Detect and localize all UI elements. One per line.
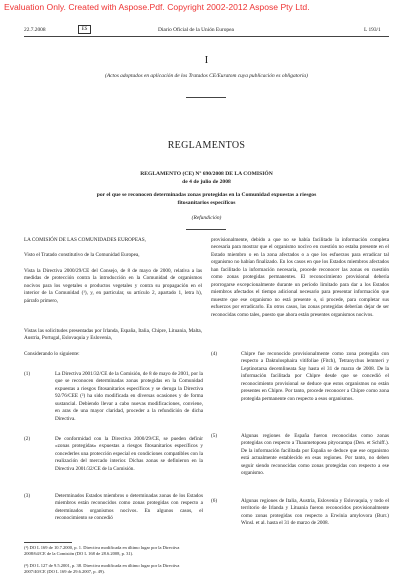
recital-number: (3) [24, 493, 31, 499]
visto-directive: Vista la Directiva 2000/29/CE del Consejo, de 8 de mayo de 2000, relativa a las medidas de protección contra la introducción en la Comunidad de organismos nocivos para los vegetales o productos vegetales y contra su propagación en el interior de la Comunidad (¹), y, en particular, su artículo 2, apartado 1, letra h), párrafo primero, [24, 268, 202, 304]
recital-number: (6) [211, 498, 218, 504]
refundicion-note: (Refundición) [191, 215, 222, 221]
page-reference: L 193/1 [364, 27, 381, 33]
journal-title: Diario Oficial de la Unión Europea [158, 27, 234, 33]
recital-number: (5) [211, 433, 218, 439]
regulation-title-line-2: fitosanitarios específicos [177, 199, 236, 206]
regulation-title [24, 192, 389, 207]
section-title: REGLAMENTOS [167, 140, 246, 151]
recital-continuation: provisionalmente, debido a que no se había facilitado la información completa necesaria para mostrar que el organismo nocivo en cuestión no estaba presente en el Estado miembro o en la zona afectados o a que los esfuerzos para erradicar tal organismo no habían finalizado. En los casos en que los Estados miembros afectados han facilitado la información necesaria, procede reconocer las zonas en cuestión como zonas protegidas permanentes. El reconocimiento provisional debería prorrogarse excepcionalmente durante un período limitado para dar a los Estados miembros afectados el tiempo adicional necesario para presentar información que muestre que ese organismo no está presente o, si procede, para completar sus esfuerzos por erradicarlo. En otros casos, las zonas protegidas deberían dejar de ser reconocidas como tales, puesto que ahora están presentes organismos nocivos. [211, 237, 389, 318]
recital-text: Chipre fue reconocido provisionalmente como zona protegida con respecto a Daktulosphaira vitifoliae (Fitch), Tetranychus lemmeri y Leptinotarsa decemlineata Say hasta el 31 de marzo de 2008. De la información facilitada por Chipre desde que se concedió el reconocimiento provisional se deduce que estos organismos no están presentes en Chipre. Por tanto, procede reconocer a Chipre como zona protegida permanente con respecto a esos organismos. [241, 351, 389, 402]
header-date: 22.7.2008 [24, 27, 46, 33]
recital-number: (2) [24, 436, 31, 442]
commission-heading: LA COMISIÓN DE LAS COMUNIDADES EUROPEAS, [24, 237, 146, 243]
acts-note: (Actos adoptados en aplicación de los Tratados CE/Euratom cuya publicación es obligatoria) [105, 73, 308, 79]
footnote: (¹) DO L 169 de 10.7.2000, p. 1. Directiva modificada en último lugar por la Directiva 2008/64/CE de la Comisión (DO L 168 de 28.6.2008, p. 31). [24, 545, 180, 556]
recital-text: De conformidad con la Directiva 2000/29/CE, se pueden definir «zonas protegidas» expuestas a riesgos fitosanitarios específicos y concederles una protección especial en condiciones compatibles con la realización del mercado interior. Dichas zonas se definieron en la Directiva 2001/32/CE de la Comisión. [55, 436, 203, 472]
evaluation-watermark: Evaluation Only. Created with Aspose.Pdf. Copyright 2002-2012 Aspose Pty Ltd. [4, 2, 310, 12]
title-divider [186, 229, 226, 230]
regulation-date: de 4 de julio de 2008 [182, 179, 231, 185]
section-divider [186, 97, 226, 98]
footnote: (²) DO L 127 de 9.5.2001, p. 38. Directiva modificada en último lugar por la Directiva 2007/40/CE (DO L 169 de 29.6.2007, p. 49). [24, 563, 180, 574]
recital-text: Algunas regiones de Italia, Austria, Eslovenia y Eslovaquia, y todo el territorio de Irlanda y Lituania fueron reconocidos provisionalmente como zonas protegidas con respecto a Erwinia amylovora (Burr.) Winsl. et al. hasta el 31 de marzo de 2008. [241, 498, 389, 527]
footnote-rule [24, 542, 72, 543]
recital-text: La Directiva 2001/32/CE de la Comisión, de 8 de mayo de 2001, por la que se reconocen determinadas zonas protegidas en la Comunidad expuestas a riesgos fitosanitarios específicos y se deroga la Directiva 92/76/CEE (²) ha sido modificada en diversas ocasiones y de forma sustancial. Debiendo llevar a cabo nuevas modificaciones, conviene, en aras de una mayor claridad, proceder a la refundición de dicha Directiva. [55, 371, 203, 422]
recital-text: Algunas regiones de España fueron reconocidas como zonas protegidas con respecto a Thaumetopoea pityocampa (Den. et Schiff.). De la información facilitada por España se deduce que ese organismo está actualmente establecido en esas regiones. Por tanto, no deben seguir siendo reconocidas como zonas protegidas con respecto a ese organismo. [241, 433, 389, 477]
visto-treaty: Visto el Tratado constitutivo de la Comunidad Europea, [24, 252, 140, 258]
regulation-number: REGLAMENTO (CE) Nº 690/2008 DE LA COMISIÓN [140, 171, 273, 177]
recital-number: (1) [24, 371, 31, 377]
language-code-badge: ES [78, 25, 91, 34]
regulation-title-line-1: por el que se reconocen determinadas zonas protegidas en la Comunidad expuestas a riesgos [96, 192, 317, 198]
regulation-heading [24, 170, 389, 186]
considerando-intro: Considerando lo siguiente: [24, 351, 80, 357]
header-rule [24, 36, 389, 37]
recital-text: Determinados Estados miembros o determinadas zonas de los Estados miembros están reconocidos como zonas protegidas con respecto a determinados organismos nocivos. En algunos casos, el reconocimiento se concedió [55, 493, 203, 522]
section-numeral: I [204, 54, 209, 66]
recital-number: (4) [211, 351, 218, 357]
visto-requests: Vistas las solicitudes presentadas por Irlanda, España, Italia, Chipre, Lituania, Malta, Austria, Portugal, Eslovaquia y Eslovenia, [24, 328, 202, 342]
